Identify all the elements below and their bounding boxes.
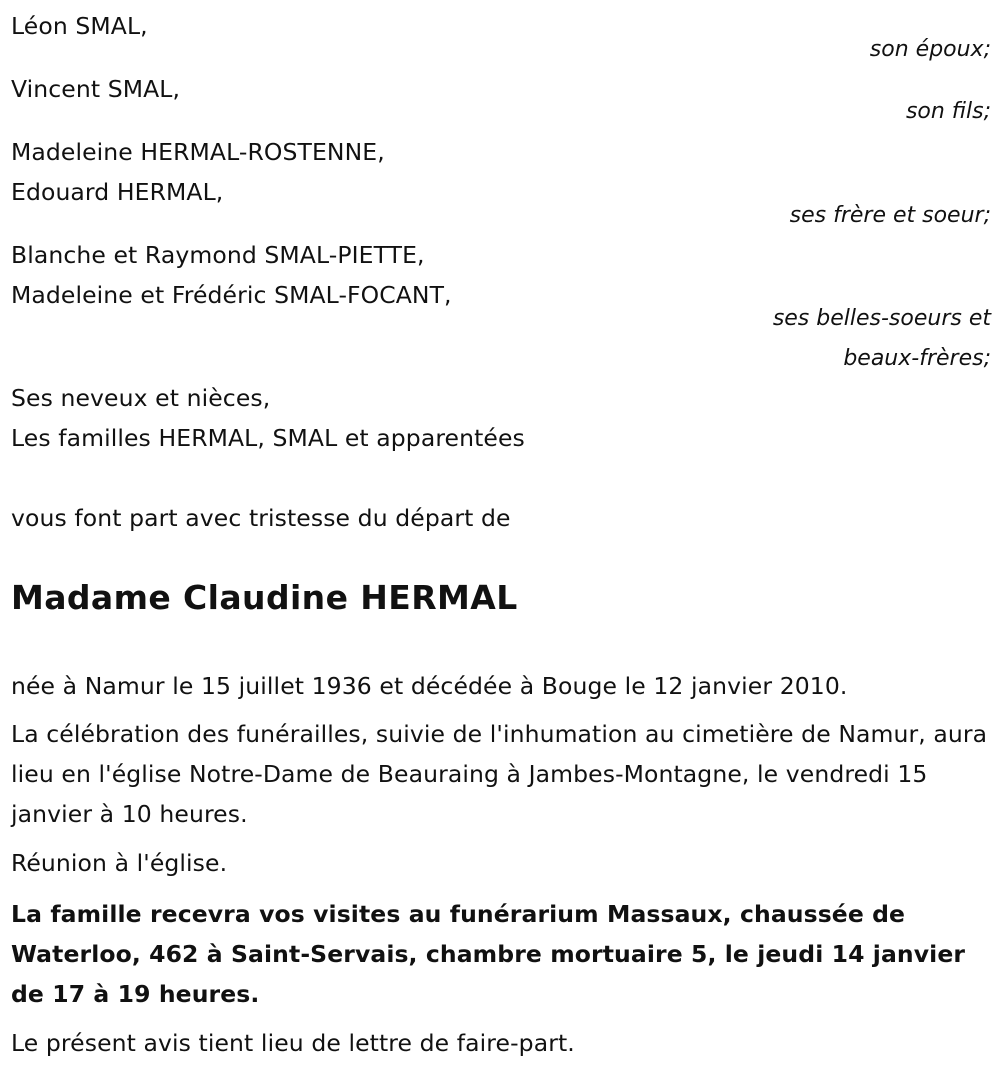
visits-info: La famille recevra vos visites au funérarium Massaux, chaussée de Waterloo, 462 à Saint-Servais, chambre mortuaire 5, le jeudi 14 janvier de 17 à 19 heures. xyxy=(11,900,966,1008)
birth-death-info: née à Namur le 15 juillet 1936 et décédée à Bouge le 12 janvier 2010. xyxy=(11,672,848,700)
inlaws-role-line-1: ses belles-soeurs et xyxy=(772,306,991,331)
deceased-name: Madame Claudine HERMAL xyxy=(11,578,518,617)
son-role: son fils; xyxy=(905,99,991,124)
announcement: vous font part avec tristesse du départ de xyxy=(11,504,511,532)
sibling-name-2: Edouard HERMAL, xyxy=(11,178,224,206)
siblings-role: ses frère et soeur; xyxy=(789,203,991,228)
son-name: Vincent SMAL, xyxy=(11,75,181,103)
spouse-name: Léon SMAL, xyxy=(11,12,148,40)
inlaws-role-line-2: beaux-frères; xyxy=(843,346,991,371)
sibling-name-1: Madeleine HERMAL-ROSTENNE, xyxy=(11,138,385,166)
funeral-info: La célébration des funérailles, suivie de l'inhumation au cimetière de Namur, aura lieu en l'église Notre-Dame de Beauraing à Jambes-Montagne, le vendredi 15 janvier à 10 heures. xyxy=(11,720,988,828)
reunion-info: Réunion à l'église. xyxy=(11,849,228,877)
inlaw-name-2: Madeleine et Frédéric SMAL-FOCANT, xyxy=(11,281,452,309)
spouse-role: son époux; xyxy=(869,37,991,62)
nephews-line: Ses neveux et nièces, xyxy=(11,384,271,412)
inlaw-name-1: Blanche et Raymond SMAL-PIETTE, xyxy=(11,241,425,269)
families-line: Les familles HERMAL, SMAL et apparentées xyxy=(11,424,525,452)
notice-info: Le présent avis tient lieu de lettre de faire-part. xyxy=(11,1029,575,1057)
